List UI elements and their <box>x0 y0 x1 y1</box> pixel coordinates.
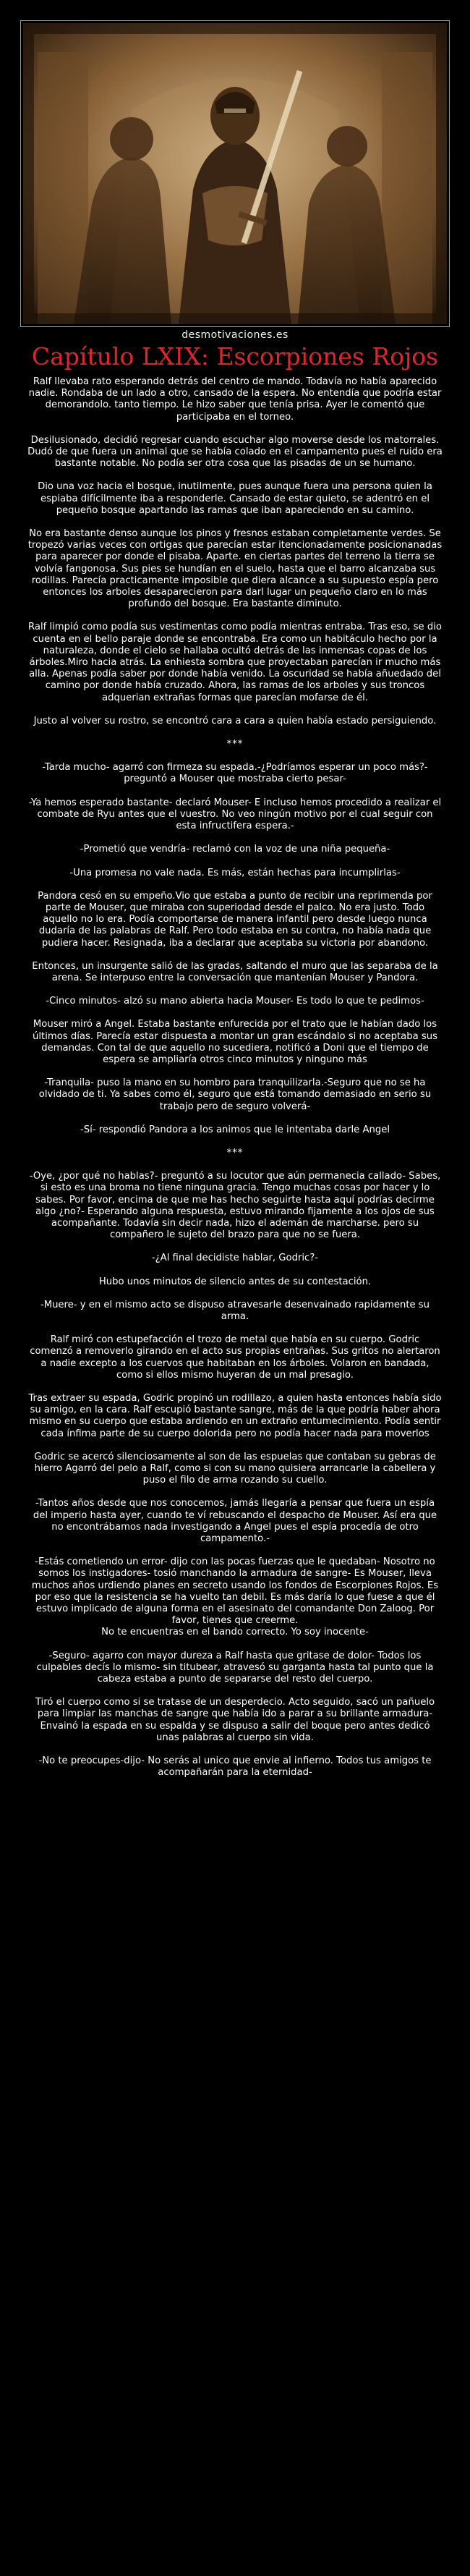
story-paragraph: Tras extraer su espada, Godric propinó un rodillazo, a quien hasta entonces había sido su amigo, en la cara. Ralf escupió bastante sangre, más de la que podría haber ahora mismo en su cuerpo que estaba ardiendo en un extraño entumecimiento. Podía sentir cada ínfima parte de su cuerpo dolorida pero no podía hacer nada para moverlos <box>28 1393 442 1439</box>
story-paragraph: -Sí- respondió Pandora a los animos que le intentaba darle Angel <box>80 1124 390 1135</box>
story-paragraph: Ralf miró con estupefacción el trozo de metal que había en su cuerpo. Godric comenzó a removerlo girando en el acto sus propias entrañas. Sus gritos no alertaron a nadie excepto a los cuervos que habitaban en los árboles. Volaron en bandada, como si ellos mismo huyeran de un mal presagio. <box>30 1334 440 1381</box>
story-paragraph: -Estás cometiendo un error- dijo con las pocas fuerzas que le quedaban- Nosotro no somos los instigadores- tosió manchando la armadura de sangre- Es Mouser, lleva muchos años urdiendo planes en secreto usando los fondos de Escorpiones Rojos. Es por eso que la resistencia se ha vuelto tan debil. Es más daría lo que fuese a que él estuvo implicado de alguna forma en el asesinato del comandante Don Zaloog. Por favor, tienes que creerme. No te encuentras en el bando correcto. Yo soy inocente- <box>31 1556 439 1638</box>
story-paragraph: -Muere- y en el mismo acto se dispuso atravesarle desenvainado rapidamente su arma. <box>40 1299 430 1322</box>
story-paragraph: -Ya hemos esperado bastante- declaró Mouser- E incluso hemos procedido a realizar el combate de Ryu antes que el vuestro. No veo ningún motivo por el cual seguir con esta infructifera espera.- <box>28 797 442 832</box>
story-paragraph: Hubo unos minutos de silencio antes de su contestación. <box>98 1276 372 1287</box>
story-paragraph: -Tranquila- puso la mano en su hombro para tranquilizarla.-Seguro que no se ha olvidado de ti. Ya sabes como él, seguro que está tomando demasiado en serio su trabajo pero de seguro volverá- <box>38 1077 432 1112</box>
story-paragraph: -Una promesa no vale nada. Es más, están hechas para incumplirlas- <box>69 867 401 878</box>
story-paragraph: Ralf limpió como podía sus vestimentas como podía mientras entraba. Tras eso, se dio cuenta en el bello paraje donde se encontraba. Era como un habitáculo hecho por la naturaleza, donde el cielo se hallaba ocultó detrás de las inmensas copas de los árboles.Miro hacia atrás. La enhiesta sombra que proyectaban parecían ir mucho más alla. Apenas podía saber por donde había venido. La oscuridad se había añuedado del camino por donde había cruzado. Ahora, las ramas de los arboles y sus troncos adquerian extrañas formas que parecían mofarse de él. <box>28 622 442 703</box>
illustration-frame <box>20 20 450 327</box>
section-separator: *** <box>226 1147 244 1158</box>
story-paragraph: Pandora cesó en su empeño.Vio que estaba a punto de recibir una reprimenda por parte de Mouser, que miraba con superiodad desde el palco. No era justo. Todo aquello no lo era. Podía comportarse de manera infantil pero desde luego nunca dudaría de las palabras de Ralf. Pero todo estaba en su contra, no había nada que pudiera hacer. Resignada, iba a declarar que aceptaba su victoria por abandono. <box>38 890 432 949</box>
chapter-title: Capítulo LXIX: Escorpiones Rojos <box>31 342 439 370</box>
story-paragraph: Ralf llevaba rato esperando detrás del centro de mando. Todavía no había aparecido nadie. Rondaba de un lado a otro, cansado de la espera. No entendía que podría estar demorandolo. tanto tiempo. Le hizo saber que tenía prisa. Ayer le comentó que participaba en el torneo. <box>28 376 442 423</box>
story-body <box>27 376 443 1790</box>
story-paragraph: No era bastante denso aunque los pinos y fresnos estaban completamente verdes. Se tropezó varias veces con ortigas que parecían estar itencionadamente posicionanadas para aparecer por donde el pisaba. Aparte. en ciertas partes del terreno la tierra se volvía fangonosa. Sus pies se hundían en el suelo, hasta que el barro alcanzaba sus rodillas. Parecía practicamente imposible que diera alcance a su supuesto espía pero entonces los arboles desaparecieron para darl lugar un pequeño claro en lo más profundo del bosque. Era bastante diminuto. <box>27 528 443 610</box>
story-paragraph: Mouser miró a Angel. Estaba bastante enfurecida por el trato que le habían dado los últimos días. Parecía estar dispuesta a montar un gran escándalo si no aceptaba sus demandas. Con tal de que aquello no sucediera, notificó a Doni que el tiempo de espera se ampliaría otros cinco minutos y ninguno más <box>33 1019 437 1065</box>
story-paragraph: -¿Al final decidiste hablar, Godric?- <box>151 1253 319 1264</box>
story-paragraph: Godric se acercó silenciosamente al son de las espuelas que contaban su gebras de hierro Agarró del pelo a Ralf, como si con su mano quisiera arrancarle la cabellera y puso el filo de arma rozando su cuello. <box>34 1451 436 1486</box>
story-paragraph: -Oye, ¿por qué no hablas?- preguntó a su locutor que aún permanecia callado- Sabes, si esto es una broma no tiene ninguna gracia. Tengo muchas cosas por hacer y lo sabes. Por favor, encima de que me has hecho seguirte hasta aquí podrías decirme algo ¿no?- Esperando alguna respuesta, estuvo mirando fijamente a los ojos de sus acompañante. Todavía sin decir nada, hizo el ademán de marcharse. pero su compañero le sujeto del brazo para que no se fuera. <box>29 1171 441 1241</box>
story-paragraph: -Prometió que vendría- reclamó con la voz de una niña pequeña- <box>80 844 390 855</box>
story-paragraph: Dio una voz hacia el bosque, inutilmente, pues aunque fuera una persona quien la espiaba difícilmente iba a responderle. Cansado de estar quieto, se adentró en el pequeño bosque apartando las ramas que iban apareciendo en su camino. <box>38 481 432 516</box>
story-paragraph: Desilusionado, decidió regresar cuando escuchar algo moverse desde los matorrales. Dudó de que fuera un animal que se había colado en el campamento pues el ruido era bastante notable. No podía ser otra cosa que las pisadas de un se humano. <box>27 434 443 470</box>
story-paragraph: -Tantos años desde que nos conocemos, jamás llegaría a pensar que fuera un espía del imperio hasta ayer, cuando te ví rebuscando el despacho de Mouser. Así era que no encontrábamos nada investigando a Angel pues el espía procedía de otro campamento.- <box>33 1498 437 1545</box>
story-paragraph: -Tarda mucho- agarró con firmeza su espada.-¿Podríamos esperar un poco más?-preguntó a Mouser que mostraba cierto pesar- <box>42 762 428 785</box>
site-watermark <box>0 329 470 341</box>
story-paragraph: Entonces, un insurgente salió de las gradas, saltando el muro que las separaba de la arena. Se interpuso entre la conversación que mantenían Mouser y Pandora. <box>32 960 438 983</box>
story-paragraph: -Seguro- agarro con mayor dureza a Ralf hasta que gritase de dolor- Todos los culpables decís lo mismo- sin titubear, atravesó su garganta hasta tal punto que la cabeza estaba a punto de separarse del resto del cuerpo. <box>36 1650 434 1685</box>
story-paragraph: Tiró el cuerpo como si se tratase de un desperdecio. Acto seguido, sacó un pañuelo para limpiar las manchas de sangre que había ido a parar a su brillante armadura- Envainó la espada en su espalda y se dispuso a salir del boque pero antes dedicó unas palabras al cuerpo sin vida. <box>35 1697 435 1743</box>
story-paragraph: Justo al volver su rostro, se encontró cara a cara a quien había estado persiguiendo. <box>33 715 437 726</box>
section-separator: *** <box>226 739 244 750</box>
illustration-sepia-knight <box>23 23 447 324</box>
story-paragraph: -No te preocupes-dijo- No serás al unico que envie al infierno. Todos tus amigos te acompañarán para la eternidad- <box>38 1755 432 1779</box>
story-paragraph: -Cinco minutos- alzó su mano abierta hacia Mouser- Es todo lo que te pedimos- <box>46 996 424 1007</box>
site-watermark-text: desmotivaciones.es <box>181 329 289 341</box>
